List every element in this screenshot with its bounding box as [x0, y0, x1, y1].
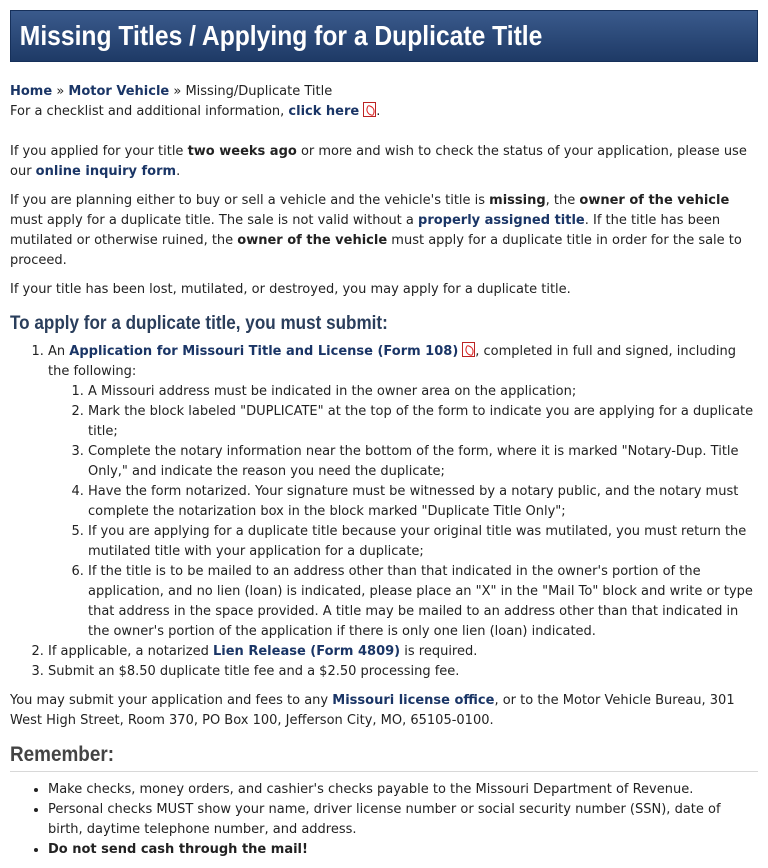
list-item: 3. Submit an $8.50 duplicate title fee and a $2.50 processing fee. — [48, 662, 758, 682]
step-text: An — [48, 344, 70, 359]
missing-bold: missing — [489, 193, 546, 208]
list-item: • Personal checks MUST show your name, driver license number or social security number (SSN), date of birth, daytime telephone number, and address. — [48, 800, 758, 840]
missing-text: must apply for a duplicate title in order for the sale to proceed. — [10, 233, 742, 268]
divider — [10, 771, 758, 772]
step-text: is required. — [400, 644, 478, 659]
apply-steps-list — [10, 342, 758, 682]
list-item — [48, 840, 758, 860]
lost-title-paragraph: If your title has been lost, mutilated, or destroyed, you may apply for a duplicate title. — [10, 282, 571, 297]
pdf-icon[interactable] — [462, 342, 475, 357]
remember-heading: Remember: — [10, 743, 114, 766]
list-item — [48, 642, 758, 662]
list-item: 3. Complete the notary information near the bottom of the form, where it is marked "Notary-Dup. Title Only," and indicate the reason you need the duplicate; — [88, 442, 758, 482]
cash-warning: Do not send cash through the mail! — [48, 842, 308, 857]
missing-text: If you are planning either to buy or sell a vehicle and the vehicle's title is — [10, 193, 490, 208]
page-title: Missing Titles / Applying for a Duplicate Title — [19, 20, 543, 51]
checklist-link[interactable]: click here — [288, 104, 360, 119]
owner-bold: owner of the vehicle — [237, 233, 388, 248]
step-text: If applicable, a notarized — [48, 644, 213, 659]
remember-list — [10, 780, 758, 860]
missing-text: . If the title has been mutilated or otherwise ruined, the — [10, 213, 721, 248]
breadcrumb-home-link[interactable]: Home — [10, 84, 53, 99]
list-item: 1. A Missouri address must be indicated in the owner area on the application; — [88, 382, 758, 402]
owner-bold: owner of the vehicle — [579, 193, 730, 208]
properly-assigned-title-link[interactable]: properly assigned title — [418, 213, 585, 228]
license-office-link[interactable]: Missouri license office — [332, 693, 495, 708]
breadcrumb — [10, 82, 758, 102]
list-item — [48, 342, 758, 642]
submit-paragraph — [10, 691, 758, 731]
submit-text: , or to the Motor Vehicle Bureau, 301 West High Street, Room 370, PO Box 100, Jefferson City, MO, 65105-0100. — [10, 693, 735, 728]
online-inquiry-link[interactable]: online inquiry form — [35, 164, 177, 179]
checklist-text — [10, 102, 758, 122]
page-banner — [10, 10, 758, 62]
missing-title-paragraph — [10, 191, 758, 271]
submit-text: You may submit your application and fees to any — [10, 693, 333, 708]
inquiry-text: . — [176, 164, 181, 179]
breadcrumb-current: Missing/Duplicate Title — [185, 84, 333, 99]
step-text: , completed in full and signed, including the following: — [48, 344, 736, 379]
inquiry-text: or more and wish to check the status of your application, please use our — [10, 144, 747, 179]
breadcrumb-separator: » — [169, 84, 186, 99]
apply-heading: To apply for a duplicate title, you must submit: — [10, 313, 388, 334]
list-item: 5. If you are applying for a duplicate title because your original title was mutilated, you must return the mutilated title with your application for a duplicate; — [88, 522, 758, 562]
sub-steps-list — [48, 382, 758, 642]
form-108-link[interactable]: Application for Missouri Title and License (Form 108) — [69, 344, 459, 359]
missing-text: must apply for a duplicate title. The sale is not valid without a — [10, 213, 419, 228]
main-content — [10, 82, 758, 860]
inquiry-paragraph — [10, 142, 758, 182]
breadcrumb-separator: » — [52, 84, 69, 99]
checklist-label: For a checklist and additional information, — [10, 104, 289, 119]
checklist-period: . — [376, 104, 381, 119]
list-item: 4. Have the form notarized. Your signature must be witnessed by a notary public, and the notary must complete the notarization box in the block marked "Duplicate Title Only"; — [88, 482, 758, 522]
list-item: • Make checks, money orders, and cashier's checks payable to the Missouri Department of Revenue. — [48, 780, 758, 800]
list-item: 6. If the title is to be mailed to an address other than that indicated in the owner's portion of the application, and no lien (loan) is indicated, please place an "X" in the "Mail To" block and write or type that address in the space provided. A title may be mailed to an address other than that indicated in the owner's portion of the application if there is only one lien (loan) indicated. — [88, 562, 758, 642]
breadcrumb-motor-vehicle-link[interactable]: Motor Vehicle — [68, 84, 170, 99]
form-4809-link[interactable]: Lien Release (Form 4809) — [213, 644, 401, 659]
list-item: 2. Mark the block labeled "DUPLICATE" at the top of the form to indicate you are applying for a duplicate title; — [88, 402, 758, 442]
missing-text: , the — [545, 193, 580, 208]
inquiry-text: If you applied for your title — [10, 144, 188, 159]
inquiry-bold: two weeks ago — [187, 144, 297, 159]
pdf-icon[interactable] — [363, 102, 376, 117]
